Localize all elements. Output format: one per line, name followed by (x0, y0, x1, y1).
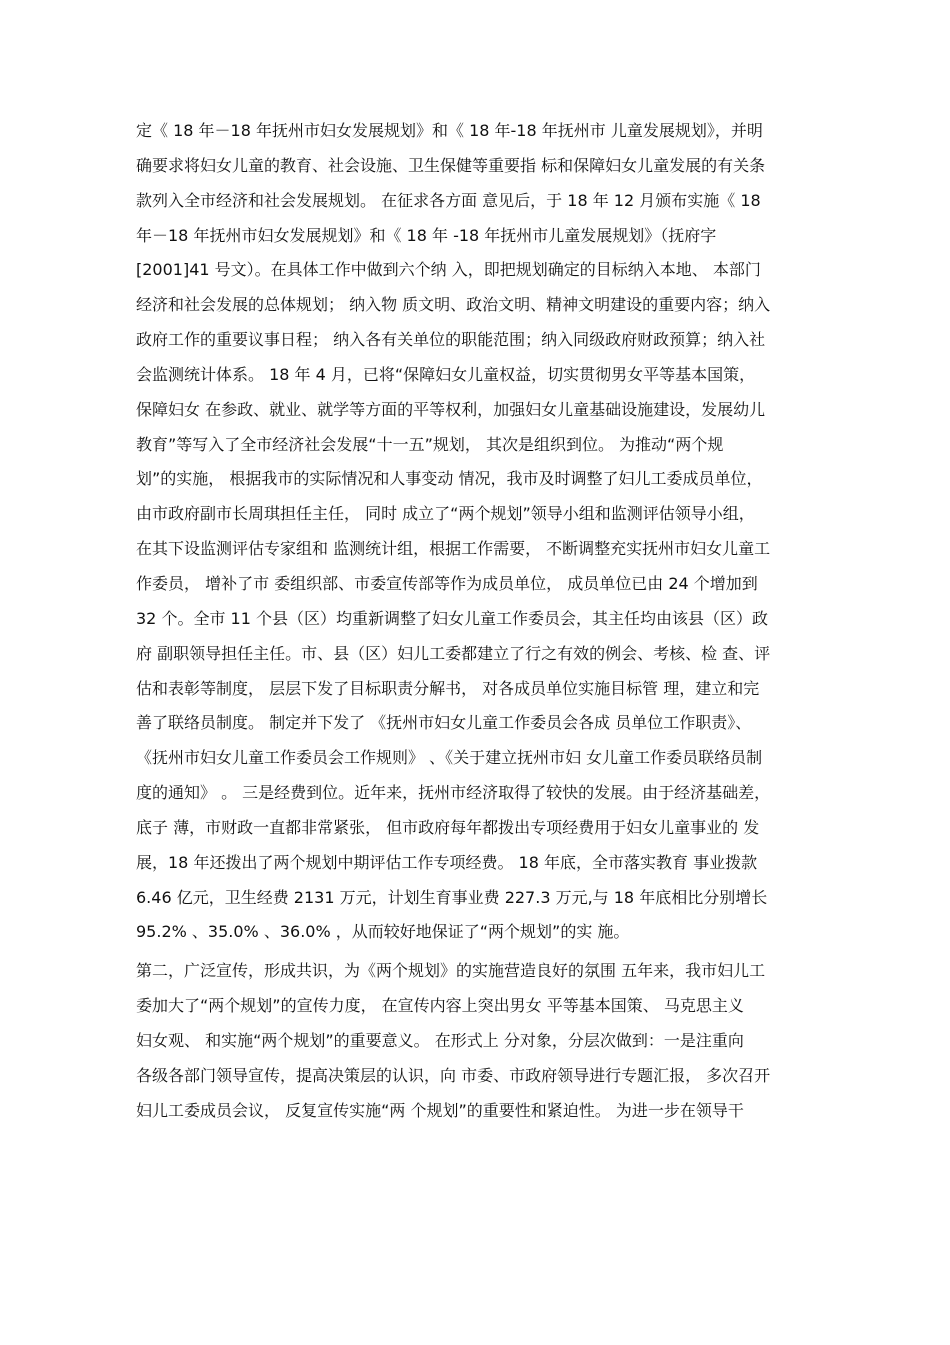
text-line: 政府工作的重要议事日程； 纳入各有关单位的职能范围；纳入同级政府财政预算；纳入社 (136, 330, 766, 350)
text-line: 款列入全市经济和社会发展规划。 在征求各方面 意见后，于 18 年 12 月颁布实施《 18 (136, 190, 761, 210)
text-line: 妇儿工委成员会议， 反复宣传实施“两 个规划”的重要性和紧迫性。 为进一步在领导干 (136, 1100, 744, 1120)
text-line: 经济和社会发展的总体规划； 纳入物 质文明、政治文明、精神文明建设的重要内容；纳入 (136, 295, 771, 315)
text-line: 估和表彰等制度， 层层下发了目标职责分解书， 对各成员单位实施目标管 理，建立和完 (136, 678, 760, 698)
text-line: 定《 18 年－18 年抚州市妇女发展规划》和《 18 年-18 年抚州市 儿童发展规划》，并明 (136, 121, 763, 140)
paragraph-2 (136, 954, 816, 1128)
text-line: 确要求将妇女儿童的教育、社会设施、卫生保健等重要指 标和保障妇女儿童发展的有关条 (136, 155, 766, 175)
text-line: 95.2% 、35.0% 、36.0% ，从而较好地保证了“两个规划”的实 施。 (136, 922, 630, 942)
text-line: 保障妇女 在参政、就业、就学等方面的平等权利，加强妇女儿童基础设施建设，发展幼儿 (136, 399, 766, 419)
text-line: [2001]41 号文）。在具体工作中做到六个纳 入，即把规划确定的目标纳入本地、 本部门 (136, 260, 761, 280)
text-line: 各级各部门领导宣传，提高决策层的认识，向 市委、市政府领导进行专题汇报， 多次召开 (136, 1065, 771, 1085)
text-line: 善了联络员制度。 制定并下发了 《抚州市妇女儿童工作委员会各成 员单位工作职责》、 (136, 713, 752, 733)
text-line: 妇女观、 和实施“两个规划”的重要意义。 在形式上 分对象，分层次做到：一是注重向 (136, 1030, 744, 1050)
text-line: 会监测统计体系。 18 年 4 月，已将“保障妇女儿童权益，切实贯彻男女平等基本国策， (136, 364, 756, 384)
text-line: 展，18 年还拨出了两个规划中期评估工作专项经费。 18 年底，全市落实教育 事业拨款 (136, 852, 758, 872)
text-line: 府 副职领导担任主任。市、县（区）妇儿工委都建立了行之有效的例会、考核、检 查、评 (136, 643, 771, 663)
text-line: 度的通知》 。 三是经费到位。近年来，抚州市经济取得了较快的发展。由于经济基础差， (136, 783, 771, 803)
text-line: 《抚州市妇女儿童工作委员会工作规则》 、《关于建立抚州市妇 女儿童工作委员联络员制 (136, 748, 763, 768)
text-line: 委加大了“两个规划”的宣传力度， 在宣传内容上突出男女 平等基本国策、 马克思主义 (136, 996, 744, 1016)
text-line: 6.46 亿元，卫生经费 2131 万元，计划生育事业费 227.3 万元,与 18 年底相比分别增长 (136, 887, 768, 907)
text-line: 年－18 年抚州市妇女发展规划》和《 18 年 -18 年抚州市儿童发展规划》（抚府字 (136, 225, 717, 245)
text-line: 作委员， 增补了市 委组织部、市委宣传部等作为成员单位， 成员单位已由 24 个增加到 (136, 573, 758, 593)
document-body (136, 114, 816, 1128)
text-line: 由市政府副市长周琪担任主任， 同时 成立了“两个规划”领导小组和监测评估领导小组， (136, 504, 755, 524)
text-line: 在其下设监测评估专家组和 监测统计组，根据工作需要， 不断调整充实抚州市妇女儿童工 (136, 539, 771, 559)
text-line: 划”的实施， 根据我市的实际情况和人事变动 情况，我市及时调整了妇儿工委成员单位， (136, 469, 763, 489)
text-line: 教育”等写入了全市经济社会发展“十一五”规划， 其次是组织到位。 为推动“两个规 (136, 434, 724, 454)
text-line: 第二，广泛宣传，形成共识，为《两个规划》的实施营造良好的氛围 五年来，我市妇儿工 (136, 961, 766, 981)
text-line: 32 个。全市 11 个县（区）均重新调整了妇女儿童工作委员会，其主任均由该县（区）政 (136, 608, 768, 628)
text-line: 底子 薄，市财政一直都非常紧张， 但市政府每年都拨出专项经费用于妇女儿童事业的 发 (136, 817, 760, 837)
paragraph-1 (136, 114, 816, 950)
